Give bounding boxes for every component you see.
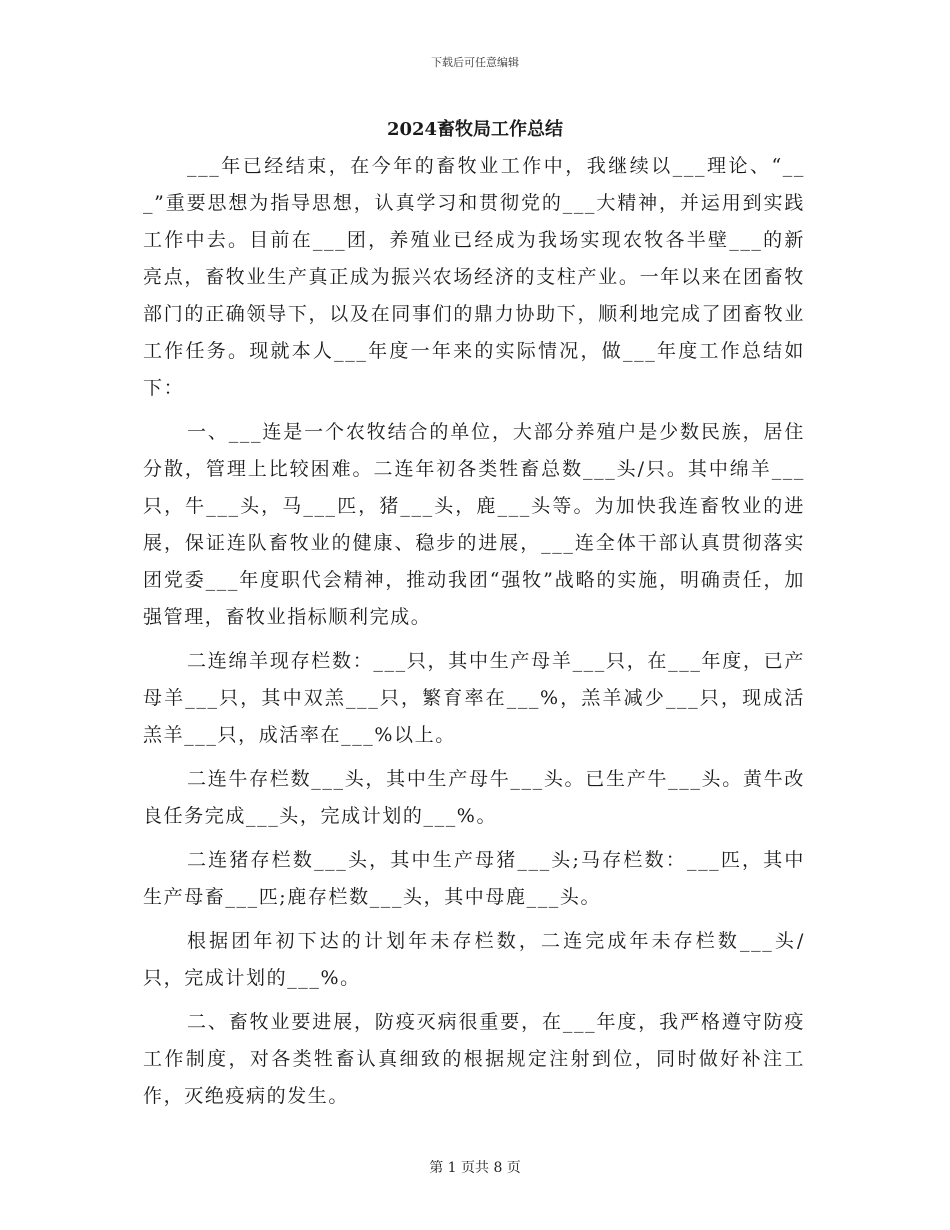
document-body [143, 148, 805, 1122]
header-note: 下载后可任意编辑 [431, 56, 519, 69]
paragraph-intro: ___年已经结束，在今年的畜牧业工作中，我继续以___理论、“___”重要思想为指导思想，认真学习和贯彻党的___大精神，并运用到实践工作中去。目前在___团，养殖业已经成为我场实现农牧各半壁___的新亮点，畜牧业生产真正成为振兴农场经济的支柱产业。一年以来在团畜牧部门的正确领导下，以及在同事们的鼎力协助下，顺利地完成了团畜牧业工作任务。现就本人___年度一年来的实际情况，做___年度工作总结如下： [143, 155, 805, 399]
paragraph-section-one: 一、___连是一个农牧结合的单位，大部分养殖户是少数民族，居住分散，管理上比较困难。二连年初各类牲畜总数___头/只。其中绵羊___只，牛___头，马___匹，猪___头，鹿___头等。为加快我连畜牧业的进展，保证连队畜牧业的健康、稳步的进展，___连全体干部认真贯彻落实团党委___年度职代会精神，推动我团“强牧”战略的实施，明确责任，加强管理，畜牧业指标顺利完成。 [143, 421, 805, 628]
page-footer: 第 1 页共 8 页 [429, 1160, 521, 1176]
document-title: 2024畜牧局工作总结 [386, 119, 564, 140]
paragraph-plan-completion: 根据团年初下达的计划年未存栏数，二连完成年未存栏数___头/只，完成计划的___%。 [143, 930, 805, 989]
paragraph-cattle-stock: 二连牛存栏数___头，其中生产母牛___头。已生产牛___头。黄牛改良任务完成___头，完成计划的___%。 [143, 768, 805, 827]
paragraph-sheep-stock: 二连绵羊现存栏数：___只，其中生产母羊___只，在___年度，已产母羊___只，其中双羔___只，繁育率在___%，羔羊减少___只，现成活羔羊___只，成活率在___%以上。 [143, 650, 805, 746]
paragraph-pig-horse-deer-stock: 二连猪存栏数___头，其中生产母猪___头;马存栏数：___匹，其中生产母畜___匹;鹿存栏数___头，其中母鹿___头。 [143, 849, 805, 908]
paragraph-section-two: 二、畜牧业要进展，防疫灭病很重要，在___年度，我严格遵守防疫工作制度，对各类牲畜认真细致的根据规定注射到位，同时做好补注工作，灭绝疫病的发生。 [143, 1011, 805, 1107]
